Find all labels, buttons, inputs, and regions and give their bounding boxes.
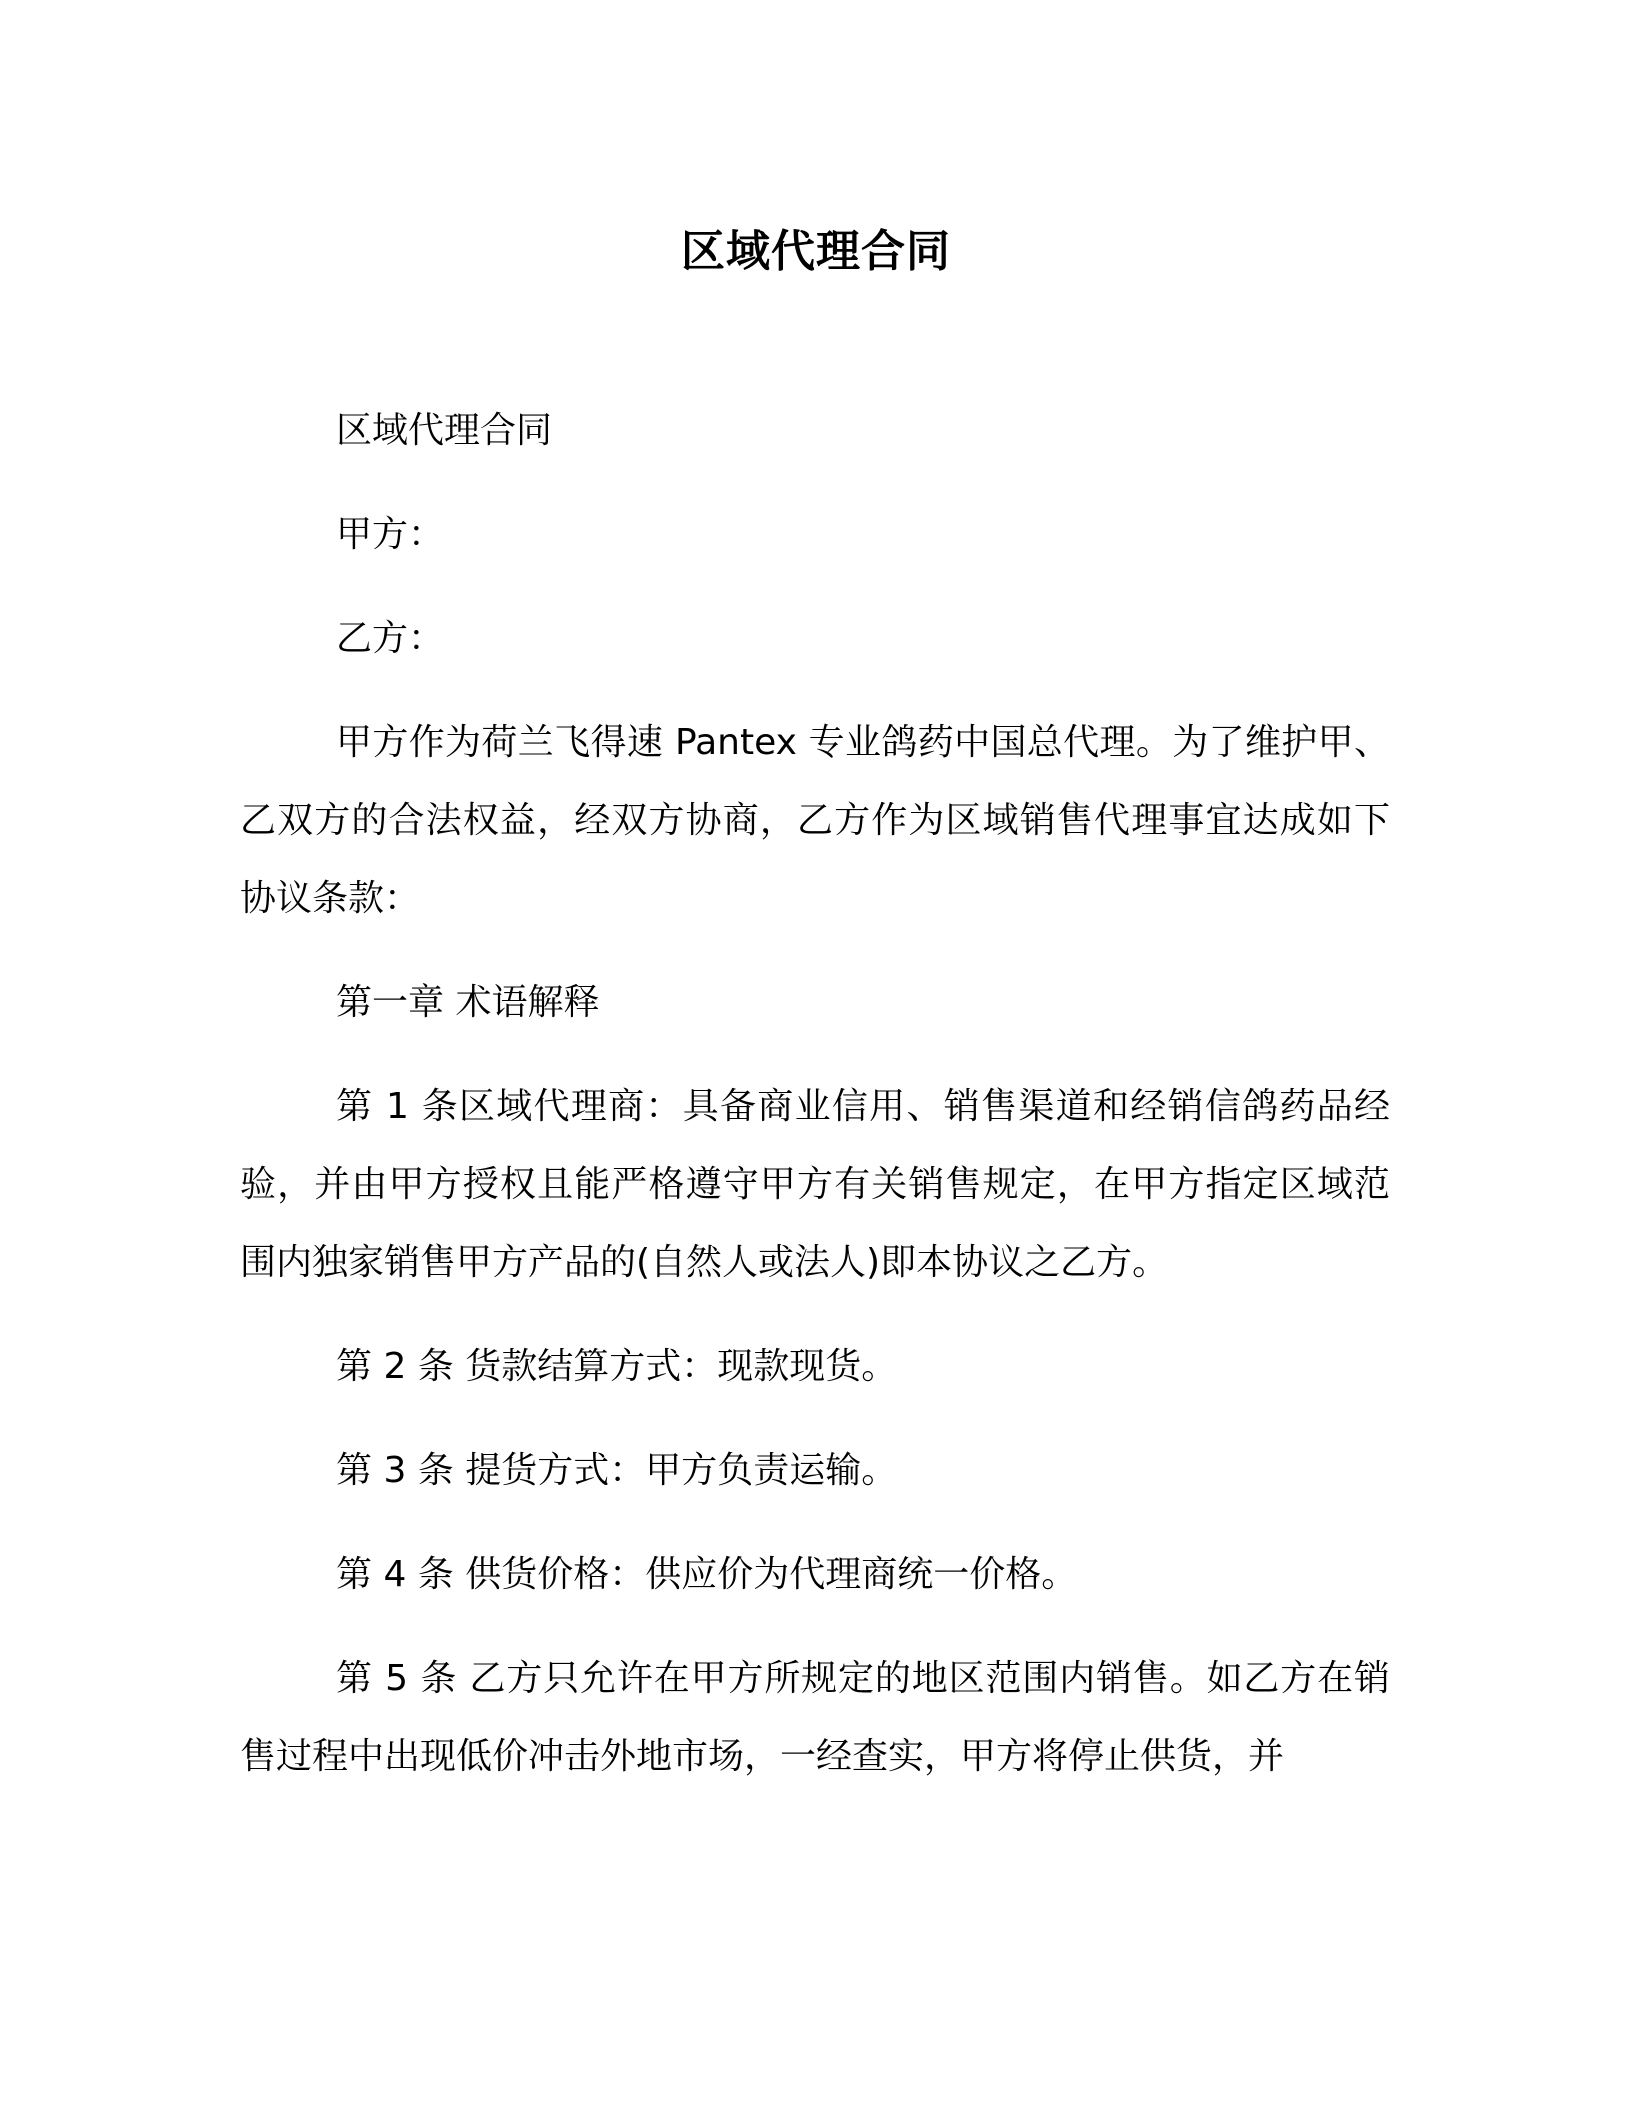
- article-2: 第 2 条 货款结算方式：现款现货。: [336, 1346, 898, 1387]
- article-5: 第 5 条 乙方只允许在甲方所规定的地区范围内销售。如乙方在销售过程中出现低价冲击外地市场，一经查实，甲方将停止供货，并: [240, 1658, 1390, 1777]
- article-4: 第 4 条 供货价格：供应价为代理商统一价格。: [336, 1554, 1078, 1595]
- paragraph-preamble: 甲方作为荷兰飞得速 Pantex 专业鸽药中国总代理。为了维护甲、乙双方的合法权益，经双方协商，乙方作为区域销售代理事宜达成如下协议条款：: [240, 722, 1390, 919]
- paragraph-contract-name: 区域代理合同: [336, 410, 553, 451]
- document-title: 区域代理合同: [681, 226, 951, 277]
- paragraph-party-a: 甲方：: [336, 514, 445, 555]
- document-body: [240, 392, 1390, 1822]
- paragraph-party-b: 乙方：: [336, 618, 445, 659]
- article-1: 第 1 条区域代理商：具备商业信用、销售渠道和经销信鸽药品经验，并由甲方授权且能严格遵守甲方有关销售规定，在甲方指定区域范围内独家销售甲方产品的(自然人或法人)即本协议之乙方。: [240, 1086, 1390, 1283]
- chapter-heading-1: 第一章 术语解释: [336, 982, 600, 1023]
- article-3: 第 3 条 提货方式：甲方负责运输。: [336, 1450, 898, 1491]
